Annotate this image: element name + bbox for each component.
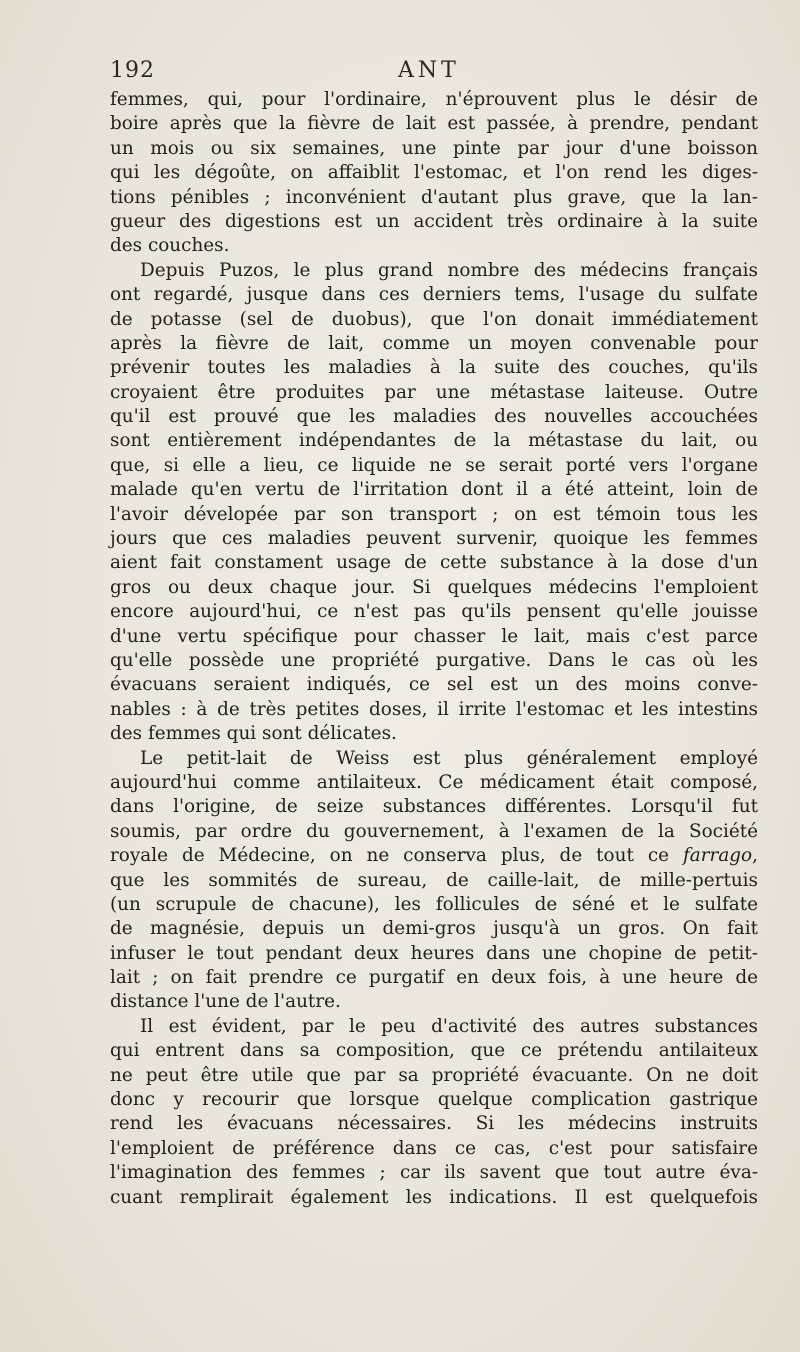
text-line: ne peut être utile que par sa propriété évacuante. On ne doit: [110, 1064, 758, 1086]
text-line: malade qu'en vertu de l'irritation dont il a été atteint, loin de: [110, 479, 758, 501]
text-line: que les sommités de sureau, de caille-lait, de mille-pertuis: [110, 869, 758, 891]
text-line: gros ou deux chaque jour. Si quelques médecins l'emploient: [110, 576, 758, 598]
text-line: jours que ces maladies peuvent survenir, quoique les femmes: [110, 528, 758, 550]
italic-word: farrago: [682, 845, 753, 867]
text-line: évacuans seraient indiqués, ce sel est un des moins conve-: [110, 674, 758, 696]
text-line: qui entrent dans sa composition, que ce prétendu antilaiteux: [110, 1040, 758, 1062]
running-head-title: ANT: [398, 58, 460, 83]
text-line: croyaient être produites par une métastase laiteuse. Outre: [110, 381, 758, 403]
text-line: ont regardé, jusque dans ces derniers tems, l'usage du sulfate: [110, 284, 758, 306]
text-line: d'une vertu spécifique pour chasser le lait, mais c'est parce: [110, 625, 758, 647]
text-line: soumis, par ordre du gouvernement, à l'examen de la Société: [110, 820, 758, 842]
text-line: sont entièrement indépendantes de la métastase du lait, ou: [110, 430, 758, 452]
running-head: [110, 58, 758, 92]
text-line: Depuis Puzos, le plus grand nombre des médecins français: [140, 259, 758, 281]
text-line: de potasse (sel de duobus), que l'on donait immédiatement: [110, 308, 758, 330]
text-line: distance l'une de l'autre.: [110, 991, 341, 1013]
paragraph: [110, 259, 758, 747]
text-line: donc y recourir que lorsque quelque complication gastrique: [110, 1089, 758, 1111]
text-line: lait ; on fait prendre ce purgatif en deux fois, à une heure de: [110, 967, 758, 989]
text-line: un mois ou six semaines, une pinte par jour d'une boisson: [110, 137, 758, 159]
text-line: qui les dégoûte, on affaiblit l'estomac, et l'on rend les diges-: [110, 162, 758, 184]
text-line: que, si elle a lieu, ce liquide ne se serait porté vers l'organe: [110, 454, 758, 476]
text-line: (un scrupule de chacune), les follicules de séné et le sulfate: [110, 893, 758, 915]
page-number: 192: [110, 58, 155, 83]
text-line: qu'elle possède une propriété purgative. Dans le cas où les: [110, 649, 758, 671]
text-line: boire après que la fièvre de lait est passée, à prendre, pendant: [110, 113, 758, 135]
text-line: aient fait constament usage de cette substance à la dose d'un: [110, 552, 758, 574]
text-line: l'avoir dévelopée par son transport ; on est témoin tous les: [110, 503, 758, 525]
text-line: des couches.: [110, 235, 230, 257]
text-line: infuser le tout pendant deux heures dans une chopine de petit-: [110, 942, 758, 964]
text-line: Il est évident, par le peu d'activité des autres substances: [140, 1015, 758, 1037]
paragraph: [110, 1015, 758, 1210]
text-line: cuant remplirait également les indications. Il est quelquefois: [110, 1186, 758, 1208]
text-line: royale de Médecine, on ne conserva plus, de tout ce farrago,: [110, 845, 758, 867]
text-line: tions pénibles ; inconvénient d'autant plus grave, que la lan-: [110, 186, 758, 208]
text-line: après la fièvre de lait, comme un moyen convenable pour: [110, 332, 758, 354]
paragraph: [110, 88, 758, 259]
text-line: dans l'origine, de seize substances différentes. Lorsqu'il fut: [110, 796, 758, 818]
text-line: de magnésie, depuis un demi-gros jusqu'à un gros. On fait: [110, 918, 758, 940]
text-line: femmes, qui, pour l'ordinaire, n'éprouvent plus le désir de: [110, 89, 758, 110]
text-line: l'emploient de préférence dans ce cas, c'est pour satisfaire: [110, 1137, 758, 1159]
paragraph: [110, 747, 758, 1015]
text-line: l'imagination des femmes ; car ils savent que tout autre éva-: [110, 1162, 758, 1184]
text-line: gueur des digestions est un accident très ordinaire à la suite: [110, 210, 758, 232]
text-line: rend les évacuans nécessaires. Si les médecins instruits: [110, 1113, 758, 1135]
text-line: prévenir toutes les maladies à la suite des couches, qu'ils: [110, 357, 758, 379]
text-line: qu'il est prouvé que les maladies des nouvelles accouchées: [110, 406, 758, 428]
text-line: encore aujourd'hui, ce n'est pas qu'ils pensent qu'elle jouisse: [110, 601, 758, 623]
text-line: aujourd'hui comme antilaiteux. Ce médicament était composé,: [110, 771, 758, 793]
text-line: des femmes qui sont délicates.: [110, 723, 397, 745]
body-text: [110, 88, 758, 1210]
text-line: nables : à de très petites doses, il irrite l'estomac et les intestins: [110, 698, 758, 720]
text-line: Le petit-lait de Weiss est plus généralement employé: [140, 747, 758, 769]
